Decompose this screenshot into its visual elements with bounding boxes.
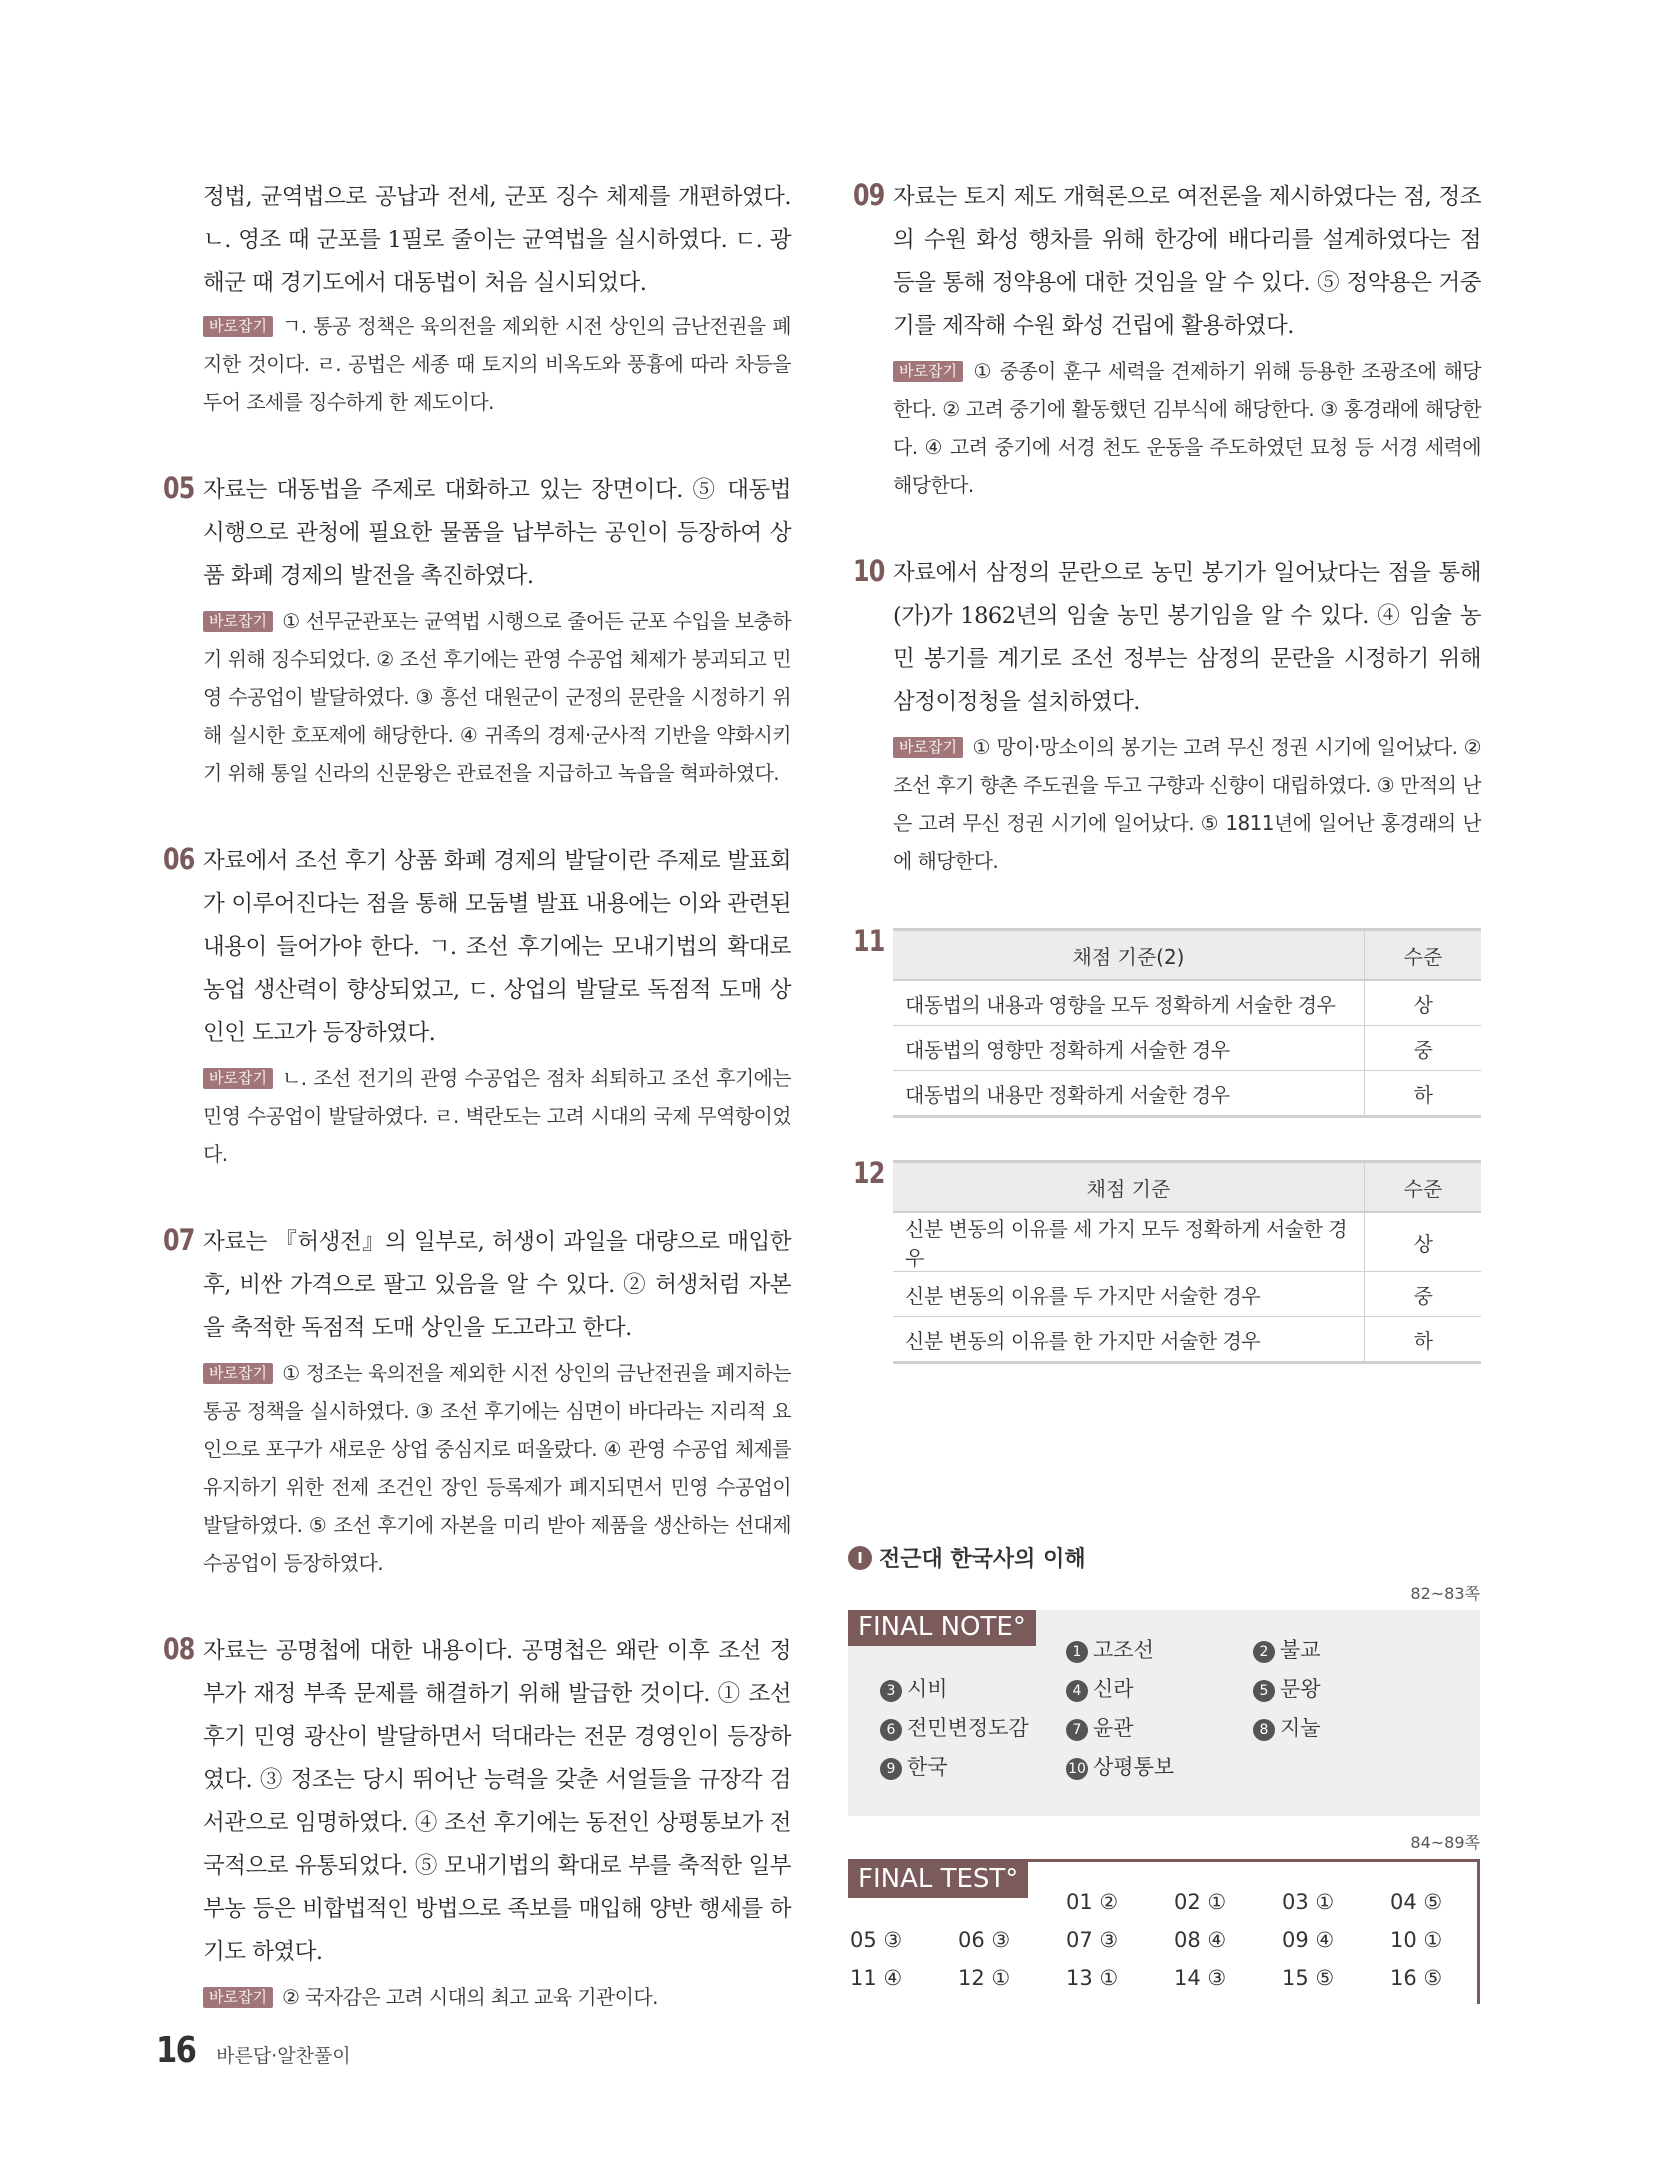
final-note-box (848, 1610, 1480, 1816)
test-answer (1066, 1890, 1118, 1914)
explanation-text: 자료에서 삼정의 문란으로 농민 봉기가 일어났다는 점을 통해 (가)가 1862년의 임술 농민 봉기임을 알 수 있다. ④ 임술 농민 봉기를 계기로 조선 정부는 삼정의 문란을 시정하기 위해 삼정이정청을 설치하였다. (893, 560, 1481, 715)
answer-number-icon: 5 (1253, 1680, 1275, 1702)
test-question-number: 03 (1282, 1890, 1309, 1914)
test-answer (1282, 1928, 1334, 1952)
note-answer (1253, 1712, 1321, 1742)
test-answer-choice: ② (1099, 1890, 1119, 1914)
correction-text: ㄴ. 조선 전기의 관영 수공업은 점차 쇠퇴하고 조선 후기에는 민영 수공업이 발달하였다. ㄹ. 벽란도는 고려 시대의 국제 무역항이었다. (203, 1066, 791, 1166)
correction-text: ② 국자감은 고려 시대의 최고 교육 기관이다. (281, 1985, 658, 2009)
note-page-range: 82~83쪽 (1410, 1584, 1480, 1603)
answer-text: 윤관 (1093, 1716, 1134, 1740)
scoring-table (893, 1160, 1481, 1364)
test-answer (1174, 1928, 1226, 1952)
answer-number-icon: 10 (1066, 1758, 1088, 1780)
answer-number-icon: 4 (1066, 1680, 1088, 1702)
correction-text: ① 선무군관포는 균역법 시행으로 줄어든 군포 수입을 보충하기 위해 징수되었다. ② 조선 후기에는 관영 수공업 체제가 붕괴되고 민영 수공업이 발달하였다. ③ 흥선 대원군이 군정의 문란을 시정하기 위해 실시한 호포제에 해당한다. ④ 귀족의 경제·군사적 기반을 약화시키기 위해 통일 신라의 신문왕은 관료전을 지급하고 녹읍을 혁파하였다. (203, 609, 791, 785)
answer-05 (163, 469, 791, 792)
answer-07 (163, 1221, 791, 1582)
test-question-number: 02 (1174, 1890, 1201, 1914)
test-question-number: 07 (1066, 1928, 1093, 1952)
test-answer (1282, 1966, 1334, 1990)
answer-text: 지눌 (1280, 1716, 1321, 1740)
test-answer-choice: ⑤ (1423, 1966, 1443, 1990)
answer-number-icon: 2 (1253, 1641, 1275, 1663)
final-test-label: FINAL TEST° (848, 1862, 1028, 1898)
test-answer (1174, 1966, 1226, 1990)
correction-block (203, 602, 791, 792)
correction-text: ㄱ. 통공 정책은 육의전을 제외한 시전 상인의 금난전권을 폐지한 것이다. ㄹ. 공법은 세종 때 토지의 비옥도와 풍흉에 따라 차등을 두어 조세를 징수하게 한 제도이다. (203, 314, 791, 414)
correction-text: ① 중종이 훈구 세력을 견제하기 위해 등용한 조광조에 해당한다. ② 고려 중기에 활동했던 김부식에 해당한다. ③ 홍경래에 해당한다. ④ 고려 중기에 서경 천도 운동을 주도하였던 묘청 등 서경 세력에 해당한다. (893, 359, 1481, 497)
section-number-badge: Ⅰ (848, 1546, 872, 1570)
answer-text: 문왕 (1280, 1677, 1321, 1701)
explanation-text: 자료는 『허생전』의 일부로, 허생이 과일을 대량으로 매입한 후, 비싼 가격으로 팔고 있음을 알 수 있다. ② 허생처럼 자본을 축적한 독점적 도매 상인을 도고라고 한다. (203, 1229, 791, 1341)
section-title (848, 1542, 1480, 1573)
answer-06 (163, 840, 791, 1173)
note-answer (1253, 1634, 1321, 1664)
right-column (853, 176, 1481, 1406)
final-note-label: FINAL NOTE° (848, 1610, 1036, 1646)
test-answer-choice: ① (1423, 1928, 1443, 1952)
note-answer (1066, 1712, 1134, 1742)
note-answer (1253, 1673, 1321, 1703)
question-number: 05 (163, 471, 195, 505)
note-answer (880, 1751, 948, 1781)
criteria-header: 채점 기준 (893, 1162, 1365, 1213)
answer-continued (163, 176, 791, 421)
test-question-number: 10 (1390, 1928, 1417, 1952)
criteria-cell: 신분 변동의 이유를 세 가지 모두 정확하게 서술한 경우 (893, 1212, 1365, 1272)
correction-badge: 바로잡기 (203, 1987, 273, 2008)
question-number: 10 (853, 554, 885, 588)
level-cell: 상 (1365, 1212, 1482, 1272)
left-column (163, 176, 791, 2064)
test-question-number: 13 (1066, 1966, 1093, 1990)
note-answer (880, 1712, 1029, 1742)
page-number: 16 (156, 2030, 196, 2071)
test-answer (1390, 1966, 1442, 1990)
level-cell: 하 (1365, 1317, 1482, 1363)
explanation-text: 자료는 토지 제도 개혁론으로 여전론을 제시하였다는 점, 정조의 수원 화성 행차를 위해 한강에 배다리를 설계하였다는 점 등을 통해 정약용에 대한 것임을 알 수 있다. ⑤ 정약용은 거중기를 제작해 수원 화성 건립에 활용하였다. (893, 184, 1481, 339)
correction-block (203, 1059, 791, 1173)
table-row (893, 1317, 1481, 1363)
question-number: 08 (163, 1632, 195, 1666)
correction-badge: 바로잡기 (893, 737, 963, 758)
test-answer-choice: ③ (1099, 1928, 1119, 1952)
test-answer (850, 1928, 902, 1952)
final-test-box (848, 1859, 1480, 2004)
table-row (893, 1071, 1481, 1117)
answer-12 (853, 1156, 1481, 1364)
correction-block (203, 307, 791, 421)
note-answer (1066, 1751, 1174, 1781)
question-number: 07 (163, 1223, 195, 1257)
table-row (893, 1026, 1481, 1071)
test-answer (958, 1928, 1010, 1952)
level-cell: 상 (1365, 980, 1482, 1026)
level-cell: 하 (1365, 1071, 1482, 1117)
unit-summary (848, 1542, 1480, 2004)
answer-text: 시비 (907, 1677, 948, 1701)
correction-badge: 바로잡기 (203, 1363, 273, 1384)
table-row (893, 1212, 1481, 1272)
question-number: 12 (853, 1156, 885, 1190)
test-answer-choice: ③ (883, 1928, 903, 1952)
test-answer-choice: ① (1099, 1966, 1119, 1990)
answer-text: 불교 (1280, 1638, 1321, 1662)
test-question-number: 15 (1282, 1966, 1309, 1990)
test-question-number: 16 (1390, 1966, 1417, 1990)
book-title: 바른답·알찬풀이 (216, 2045, 351, 2067)
explanation-text: 정법, 균역법으로 공납과 전세, 군포 징수 체제를 개편하였다. ㄴ. 영조 때 군포를 1필로 줄이는 균역법을 실시하였다. ㄷ. 광해군 때 경기도에서 대동법이 처음 실시되었다. (203, 184, 791, 296)
test-answer (1066, 1966, 1118, 1990)
test-answer-choice: ⑤ (1315, 1966, 1335, 1990)
correction-badge: 바로잡기 (203, 1068, 273, 1089)
table-row (893, 980, 1481, 1026)
test-answer (1282, 1890, 1334, 1914)
test-question-number: 08 (1174, 1928, 1201, 1952)
criteria-cell: 대동법의 내용만 정확하게 서술한 경우 (893, 1071, 1365, 1117)
test-question-number: 12 (958, 1966, 985, 1990)
test-answer (958, 1966, 1010, 1990)
answer-11 (853, 924, 1481, 1118)
correction-badge: 바로잡기 (203, 316, 273, 337)
criteria-header: 채점 기준(2) (893, 930, 1365, 981)
explanation-text: 자료는 공명첩에 대한 내용이다. 공명첩은 왜란 이후 조선 정부가 재정 부족 문제를 해결하기 위해 발급한 것이다. ① 조선 후기 민영 광산이 발달하면서 덕대라는 전문 경영인이 등장하였다. ③ 정조는 당시 뛰어난 능력을 갖춘 서얼들을 규장각 검서관으로 임명하였다. ④ 조선 후기에는 동전인 상평통보가 전국적으로 유통되었다. ⑤ 모내기법의 확대로 부를 축적한 일부 부농 등은 비합법적인 방법으로 족보를 매입해 양반 행세를 하기도 하였다. (203, 1638, 791, 1965)
answer-text: 전민변정도감 (907, 1716, 1029, 1740)
question-number: 11 (853, 924, 885, 958)
test-answer (1390, 1890, 1442, 1914)
correction-block (893, 728, 1481, 880)
test-answer-choice: ③ (991, 1928, 1011, 1952)
test-answer (850, 1966, 902, 1990)
answer-number-icon: 1 (1066, 1641, 1088, 1663)
table-row (893, 1272, 1481, 1317)
test-answer-choice: ⑤ (1423, 1890, 1443, 1914)
test-answer-choice: ④ (883, 1966, 903, 1990)
test-question-number: 14 (1174, 1966, 1201, 1990)
test-answer-choice: ① (1315, 1890, 1335, 1914)
test-answer (1066, 1928, 1118, 1952)
level-header: 수준 (1365, 930, 1482, 981)
answer-08 (163, 1630, 791, 2016)
answer-text: 한국 (907, 1755, 948, 1779)
explanation-text: 자료는 대동법을 주제로 대화하고 있는 장면이다. ⑤ 대동법 시행으로 관청에 필요한 물품을 납부하는 공인이 등장하여 상품 화폐 경제의 발전을 촉진하였다. (203, 477, 791, 589)
test-answer (1174, 1890, 1226, 1914)
answer-number-icon: 8 (1253, 1719, 1275, 1741)
question-number: 09 (853, 178, 885, 212)
test-page-range: 84~89쪽 (1410, 1833, 1480, 1852)
note-answer (1066, 1673, 1134, 1703)
answer-text: 고조선 (1093, 1638, 1154, 1662)
correction-badge: 바로잡기 (203, 611, 273, 632)
correction-badge: 바로잡기 (893, 361, 963, 382)
question-number: 06 (163, 842, 195, 876)
scoring-table (893, 928, 1481, 1118)
criteria-cell: 대동법의 영향만 정확하게 서술한 경우 (893, 1026, 1365, 1071)
answer-number-icon: 9 (880, 1758, 902, 1780)
test-question-number: 04 (1390, 1890, 1417, 1914)
answer-number-icon: 7 (1066, 1719, 1088, 1741)
answer-text: 신라 (1093, 1677, 1134, 1701)
criteria-cell: 신분 변동의 이유를 한 가지만 서술한 경우 (893, 1317, 1365, 1363)
level-cell: 중 (1365, 1026, 1482, 1071)
test-answer-choice: ① (1207, 1890, 1227, 1914)
test-answer-choice: ④ (1207, 1928, 1227, 1952)
level-header: 수준 (1365, 1162, 1482, 1213)
test-question-number: 11 (850, 1966, 877, 1990)
answer-number-icon: 6 (880, 1719, 902, 1741)
test-question-number: 09 (1282, 1928, 1309, 1952)
note-answer (1066, 1634, 1154, 1664)
test-answer (1390, 1928, 1442, 1952)
section-title-text: 전근대 한국사의 이해 (879, 1547, 1086, 1572)
criteria-cell: 대동법의 내용과 영향을 모두 정확하게 서술한 경우 (893, 980, 1365, 1026)
test-answer-choice: ③ (1207, 1966, 1227, 1990)
test-answer-choice: ① (991, 1966, 1011, 1990)
criteria-cell: 신분 변동의 이유를 두 가지만 서술한 경우 (893, 1272, 1365, 1317)
answer-number-icon: 3 (880, 1680, 902, 1702)
correction-text: ① 망이·망소이의 봉기는 고려 무신 정권 시기에 일어났다. ② 조선 후기 향촌 주도권을 두고 구향과 신향이 대립하였다. ③ 만적의 난은 고려 무신 정권 시기에 일어났다. ⑤ 1811년에 일어난 홍경래의 난에 해당한다. (893, 735, 1481, 873)
level-cell: 중 (1365, 1272, 1482, 1317)
test-answer-choice: ④ (1315, 1928, 1335, 1952)
correction-block (203, 1354, 791, 1582)
explanation-text: 자료에서 조선 후기 상품 화폐 경제의 발달이란 주제로 발표회가 이루어진다는 점을 통해 모둠별 발표 내용에는 이와 관련된 내용이 들어가야 한다. ㄱ. 조선 후기에는 모내기법의 확대로 농업 생산력이 향상되었고, ㄷ. 상업의 발달로 독점적 도매 상인인 도고가 등장하였다. (203, 848, 791, 1046)
answer-text: 상평통보 (1093, 1755, 1175, 1779)
test-question-number: 01 (1066, 1890, 1093, 1914)
correction-block (203, 1978, 791, 2016)
test-question-number: 05 (850, 1928, 877, 1952)
answer-09 (853, 176, 1481, 504)
answer-10 (853, 552, 1481, 880)
correction-block (893, 352, 1481, 504)
test-question-number: 06 (958, 1928, 985, 1952)
note-answer (880, 1673, 948, 1703)
correction-text: ① 정조는 육의전을 제외한 시전 상인의 금난전권을 폐지하는 통공 정책을 실시하였다. ③ 조선 후기에는 심면이 바다라는 지리적 요인으로 포구가 새로운 상업 중심지로 떠올랐다. ④ 관영 수공업 체제를 유지하기 위한 전제 조건인 장인 등록제가 폐지되면서 민영 수공업이 발달하였다. ⑤ 조선 후기에 자본을 미리 받아 제품을 생산하는 선대제 수공업이 등장하였다. (203, 1361, 791, 1575)
page-footer (156, 2030, 351, 2071)
